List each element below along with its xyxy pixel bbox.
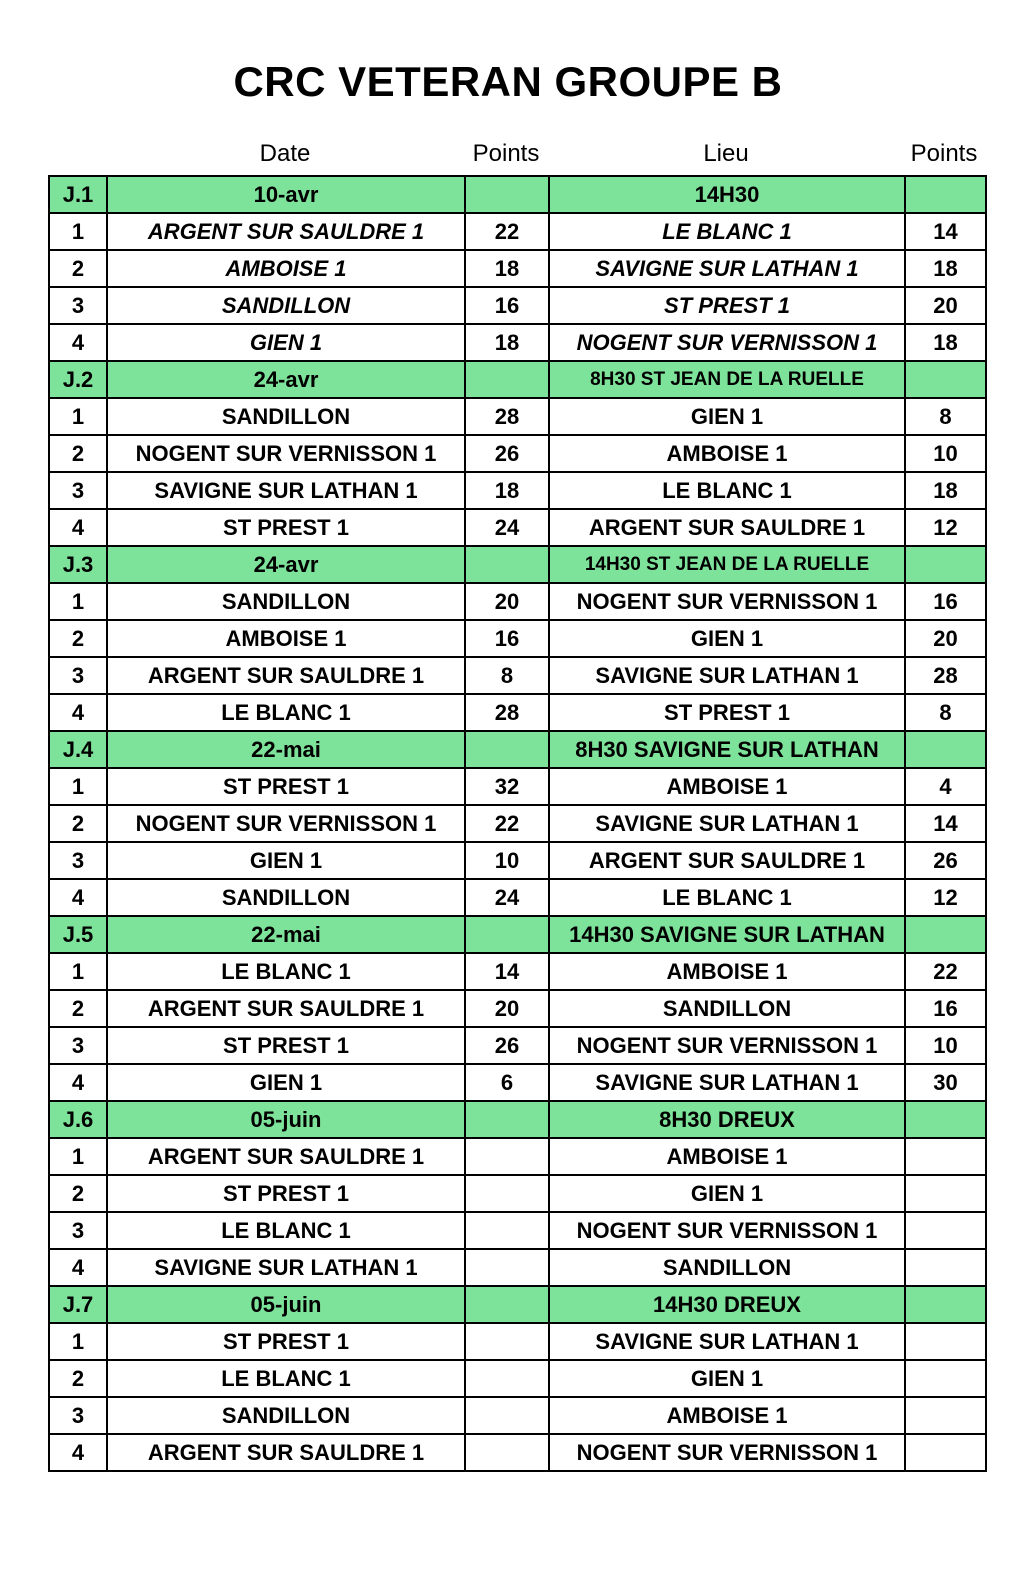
home-points: 18: [465, 472, 549, 509]
home-points: 22: [465, 213, 549, 250]
journee-lieu: 8H30 ST JEAN DE LA RUELLE: [549, 361, 905, 398]
away-points: 28: [905, 657, 986, 694]
away-points: 14: [905, 805, 986, 842]
away-points: 18: [905, 472, 986, 509]
home-team: GIEN 1: [107, 324, 465, 361]
away-points: 18: [905, 324, 986, 361]
home-team: AMBOISE 1: [107, 620, 465, 657]
home-team: NOGENT SUR VERNISSON 1: [107, 805, 465, 842]
header-points-home: Points: [472, 140, 540, 167]
away-points: 30: [905, 1064, 986, 1101]
away-points: 12: [905, 879, 986, 916]
match-number: 2: [49, 620, 107, 657]
match-row: [49, 694, 986, 731]
match-row: [49, 509, 986, 546]
match-row: [49, 805, 986, 842]
away-points: 14: [905, 213, 986, 250]
away-team: AMBOISE 1: [549, 768, 905, 805]
header-lieu: Lieu: [703, 140, 749, 167]
journee-date: 24-avr: [107, 361, 465, 398]
away-points: [905, 1138, 986, 1175]
match-row: [49, 1434, 986, 1471]
match-row: [49, 879, 986, 916]
journee-points-home-empty: [465, 916, 549, 953]
match-row: [49, 1138, 986, 1175]
away-points: 16: [905, 990, 986, 1027]
away-points: 22: [905, 953, 986, 990]
away-points: 20: [905, 620, 986, 657]
home-team: LE BLANC 1: [107, 694, 465, 731]
home-team: LE BLANC 1: [107, 953, 465, 990]
match-row: [49, 1397, 986, 1434]
journee-points-home-empty: [465, 1101, 549, 1138]
home-team: SANDILLON: [107, 287, 465, 324]
match-row: [49, 1212, 986, 1249]
journee-points-home-empty: [465, 1286, 549, 1323]
home-team: GIEN 1: [107, 842, 465, 879]
home-points: 28: [465, 398, 549, 435]
match-row: [49, 435, 986, 472]
match-number: 2: [49, 805, 107, 842]
home-team: SANDILLON: [107, 583, 465, 620]
away-points: 4: [905, 768, 986, 805]
match-number: 4: [49, 1064, 107, 1101]
home-points: 18: [465, 250, 549, 287]
away-team: LE BLANC 1: [549, 879, 905, 916]
away-points: [905, 1175, 986, 1212]
away-team: SAVIGNE SUR LATHAN 1: [549, 1323, 905, 1360]
match-number: 2: [49, 1175, 107, 1212]
away-team: ST PREST 1: [549, 694, 905, 731]
journee-date: 22-mai: [107, 731, 465, 768]
column-headers: [0, 140, 1016, 170]
home-team: ST PREST 1: [107, 509, 465, 546]
match-row: [49, 768, 986, 805]
away-team: NOGENT SUR VERNISSON 1: [549, 1434, 905, 1471]
home-points: 26: [465, 1027, 549, 1064]
home-points: [465, 1175, 549, 1212]
away-team: SANDILLON: [549, 990, 905, 1027]
journee-header-row: [49, 1286, 986, 1323]
away-points: 20: [905, 287, 986, 324]
match-number: 4: [49, 879, 107, 916]
home-points: 6: [465, 1064, 549, 1101]
journee-points-home-empty: [465, 731, 549, 768]
match-number: 2: [49, 1360, 107, 1397]
away-team: SAVIGNE SUR LATHAN 1: [549, 657, 905, 694]
journee-label: J.5: [49, 916, 107, 953]
journee-lieu: 14H30 SAVIGNE SUR LATHAN: [549, 916, 905, 953]
match-row: [49, 1175, 986, 1212]
match-row: [49, 287, 986, 324]
journee-lieu: 8H30 DREUX: [549, 1101, 905, 1138]
match-number: 1: [49, 1323, 107, 1360]
home-points: 16: [465, 287, 549, 324]
match-row: [49, 324, 986, 361]
away-team: SAVIGNE SUR LATHAN 1: [549, 250, 905, 287]
home-team: ARGENT SUR SAULDRE 1: [107, 1434, 465, 1471]
journee-date: 22-mai: [107, 916, 465, 953]
match-number: 3: [49, 287, 107, 324]
match-number: 1: [49, 768, 107, 805]
match-number: 4: [49, 509, 107, 546]
home-team: ARGENT SUR SAULDRE 1: [107, 657, 465, 694]
header-date: Date: [259, 140, 311, 167]
away-team: GIEN 1: [549, 1175, 905, 1212]
match-row: [49, 1249, 986, 1286]
away-points: 8: [905, 694, 986, 731]
home-points: 22: [465, 805, 549, 842]
home-points: 16: [465, 620, 549, 657]
journee-header-row: [49, 1101, 986, 1138]
home-points: 20: [465, 990, 549, 1027]
away-points: 10: [905, 435, 986, 472]
journee-points-away-empty: [905, 176, 986, 213]
journee-points-away-empty: [905, 916, 986, 953]
journee-label: J.2: [49, 361, 107, 398]
home-team: LE BLANC 1: [107, 1360, 465, 1397]
away-points: [905, 1360, 986, 1397]
away-team: SAVIGNE SUR LATHAN 1: [549, 1064, 905, 1101]
journee-lieu: 14H30 DREUX: [549, 1286, 905, 1323]
match-number: 1: [49, 953, 107, 990]
home-team: ARGENT SUR SAULDRE 1: [107, 1138, 465, 1175]
home-team: LE BLANC 1: [107, 1212, 465, 1249]
away-team: GIEN 1: [549, 620, 905, 657]
match-number: 3: [49, 1027, 107, 1064]
away-team: NOGENT SUR VERNISSON 1: [549, 1027, 905, 1064]
match-number: 1: [49, 583, 107, 620]
journee-header-row: [49, 361, 986, 398]
match-row: [49, 583, 986, 620]
away-team: SAVIGNE SUR LATHAN 1: [549, 805, 905, 842]
match-number: 4: [49, 324, 107, 361]
journee-date: 24-avr: [107, 546, 465, 583]
away-points: 26: [905, 842, 986, 879]
match-row: [49, 1027, 986, 1064]
journee-date: 10-avr: [107, 176, 465, 213]
match-row: [49, 472, 986, 509]
match-row: [49, 213, 986, 250]
journee-header-row: [49, 731, 986, 768]
journee-lieu: 14H30: [549, 176, 905, 213]
home-points: [465, 1138, 549, 1175]
match-number: 1: [49, 213, 107, 250]
header-points-away: Points: [910, 140, 978, 167]
home-points: [465, 1397, 549, 1434]
match-number: 3: [49, 1212, 107, 1249]
home-team: ST PREST 1: [107, 1175, 465, 1212]
home-team: SAVIGNE SUR LATHAN 1: [107, 1249, 465, 1286]
match-row: [49, 953, 986, 990]
home-points: 24: [465, 879, 549, 916]
journee-points-away-empty: [905, 731, 986, 768]
journee-points-home-empty: [465, 361, 549, 398]
journee-label: J.3: [49, 546, 107, 583]
match-number: 1: [49, 398, 107, 435]
away-team: SANDILLON: [549, 1249, 905, 1286]
home-points: 10: [465, 842, 549, 879]
home-team: NOGENT SUR VERNISSON 1: [107, 435, 465, 472]
match-number: 3: [49, 1397, 107, 1434]
away-points: [905, 1249, 986, 1286]
match-row: [49, 398, 986, 435]
journee-label: J.7: [49, 1286, 107, 1323]
away-points: 18: [905, 250, 986, 287]
away-points: 10: [905, 1027, 986, 1064]
journee-header-row: [49, 546, 986, 583]
away-team: LE BLANC 1: [549, 213, 905, 250]
match-number: 4: [49, 694, 107, 731]
match-number: 3: [49, 657, 107, 694]
match-number: 2: [49, 435, 107, 472]
match-row: [49, 1064, 986, 1101]
away-team: AMBOISE 1: [549, 435, 905, 472]
home-points: 28: [465, 694, 549, 731]
journee-points-away-empty: [905, 361, 986, 398]
home-team: ARGENT SUR SAULDRE 1: [107, 990, 465, 1027]
journee-header-row: [49, 916, 986, 953]
match-number: 4: [49, 1249, 107, 1286]
match-number: 3: [49, 842, 107, 879]
away-team: NOGENT SUR VERNISSON 1: [549, 1212, 905, 1249]
journee-date: 05-juin: [107, 1101, 465, 1138]
home-team: AMBOISE 1: [107, 250, 465, 287]
away-points: [905, 1434, 986, 1471]
away-points: [905, 1212, 986, 1249]
home-team: SAVIGNE SUR LATHAN 1: [107, 472, 465, 509]
home-points: [465, 1434, 549, 1471]
journee-points-away-empty: [905, 1286, 986, 1323]
journee-label: J.1: [49, 176, 107, 213]
journee-date: 05-juin: [107, 1286, 465, 1323]
home-team: GIEN 1: [107, 1064, 465, 1101]
away-team: NOGENT SUR VERNISSON 1: [549, 583, 905, 620]
away-team: LE BLANC 1: [549, 472, 905, 509]
away-team: GIEN 1: [549, 398, 905, 435]
journee-points-away-empty: [905, 1101, 986, 1138]
home-points: 24: [465, 509, 549, 546]
journee-points-away-empty: [905, 546, 986, 583]
home-team: ARGENT SUR SAULDRE 1: [107, 213, 465, 250]
journee-lieu: 14H30 ST JEAN DE LA RUELLE: [549, 546, 905, 583]
away-team: ARGENT SUR SAULDRE 1: [549, 509, 905, 546]
home-team: ST PREST 1: [107, 768, 465, 805]
home-points: 26: [465, 435, 549, 472]
page-title: CRC VETERAN GROUPE B: [233, 58, 783, 105]
journee-label: J.4: [49, 731, 107, 768]
home-team: SANDILLON: [107, 1397, 465, 1434]
away-points: [905, 1397, 986, 1434]
journee-label: J.6: [49, 1101, 107, 1138]
match-number: 2: [49, 990, 107, 1027]
home-points: [465, 1323, 549, 1360]
match-row: [49, 657, 986, 694]
home-team: SANDILLON: [107, 879, 465, 916]
match-row: [49, 842, 986, 879]
away-team: AMBOISE 1: [549, 1138, 905, 1175]
match-row: [49, 990, 986, 1027]
match-number: 3: [49, 472, 107, 509]
away-points: 12: [905, 509, 986, 546]
away-points: 16: [905, 583, 986, 620]
home-points: [465, 1249, 549, 1286]
journee-points-home-empty: [465, 176, 549, 213]
away-team: ARGENT SUR SAULDRE 1: [549, 842, 905, 879]
away-team: ST PREST 1: [549, 287, 905, 324]
away-team: NOGENT SUR VERNISSON 1: [549, 324, 905, 361]
away-team: AMBOISE 1: [549, 1397, 905, 1434]
home-team: SANDILLON: [107, 398, 465, 435]
home-points: 20: [465, 583, 549, 620]
journee-lieu: 8H30 SAVIGNE SUR LATHAN: [549, 731, 905, 768]
home-points: 32: [465, 768, 549, 805]
match-row: [49, 1360, 986, 1397]
home-points: [465, 1212, 549, 1249]
home-team: ST PREST 1: [107, 1323, 465, 1360]
schedule-table: [48, 175, 987, 1472]
journee-header-row: [49, 176, 986, 213]
match-number: 4: [49, 1434, 107, 1471]
away-points: [905, 1323, 986, 1360]
home-points: 14: [465, 953, 549, 990]
home-points: [465, 1360, 549, 1397]
match-row: [49, 1323, 986, 1360]
match-row: [49, 250, 986, 287]
journee-points-home-empty: [465, 546, 549, 583]
home-points: 18: [465, 324, 549, 361]
match-number: 1: [49, 1138, 107, 1175]
match-number: 2: [49, 250, 107, 287]
away-points: 8: [905, 398, 986, 435]
away-team: GIEN 1: [549, 1360, 905, 1397]
match-row: [49, 620, 986, 657]
away-team: AMBOISE 1: [549, 953, 905, 990]
home-team: ST PREST 1: [107, 1027, 465, 1064]
home-points: 8: [465, 657, 549, 694]
